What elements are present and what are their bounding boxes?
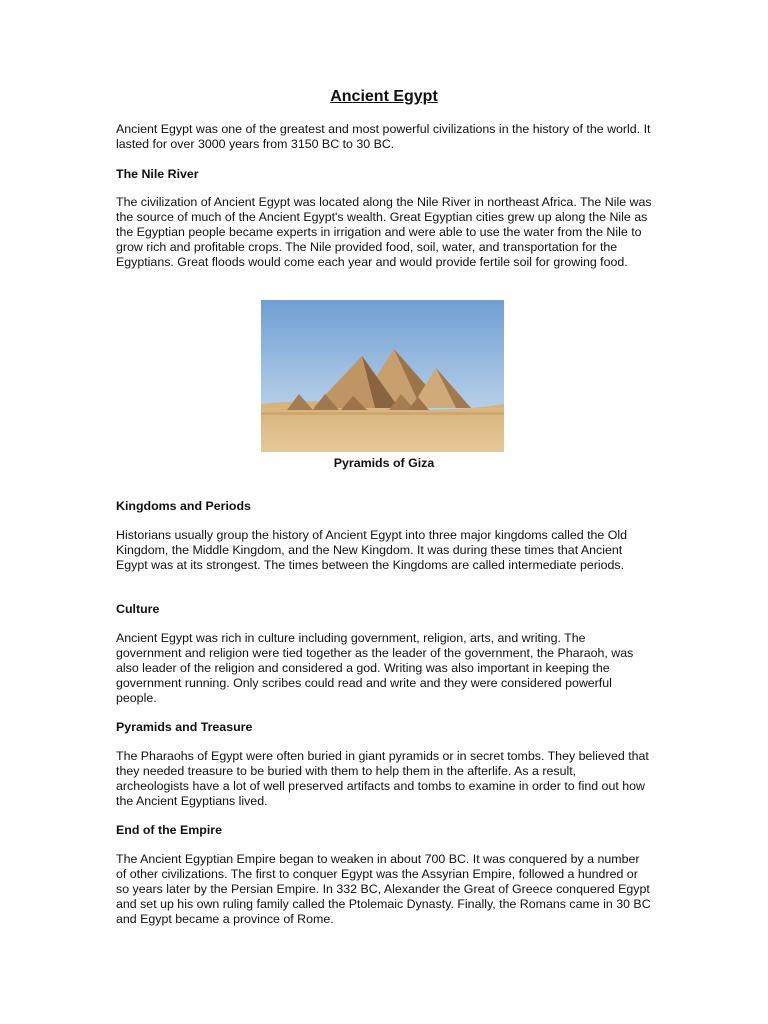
section-heading-empire: End of the Empire bbox=[116, 823, 223, 837]
section-body-nile: The civilization of Ancient Egypt was located along the Nile River in northeast Africa. The Nile was the source of much of the Ancient Egypt's wealth. Great Egyptian cities grew up along the Nile as the Egyptian people became experts in irrigation and were able to use the water from the Nile to grow rich and profitable crops. The Nile provided food, soil, water, and transportation for the Egyptians. Great floods would come each year and would provide fertile soil for growing food. bbox=[116, 195, 652, 269]
section-body-kingdoms: Historians usually group the history of Ancient Egypt into three major kingdoms called the Old Kingdom, the Middle Kingdom, and the New Kingdom. It was during these times that Ancient Egypt was at its strongest. The times between the Kingdoms are called intermediate periods. bbox=[116, 528, 628, 572]
section-heading-nile: The Nile River bbox=[116, 167, 199, 181]
section-body-empire: The Ancient Egyptian Empire began to weaken in about 700 BC. It was conquered by a number of other civilizations. The first to conquer Egypt was the Assyrian Empire, followed a hundred or so years later by the Persian Empire. In 332 BC, Alexander the Great of Greece conquered Egypt and set up his own ruling family called the Ptolemaic Dynasty. Finally, the Romans came in 30 BC and Egypt became a province of Rome. bbox=[116, 852, 651, 926]
section-heading-kingdoms: Kingdoms and Periods bbox=[116, 499, 251, 513]
section-heading-pyramids: Pyramids and Treasure bbox=[116, 720, 253, 734]
intro-paragraph: Ancient Egypt was one of the greatest and most powerful civilizations in the history of the world. It lasted for over 3000 years from 3150 BC to 30 BC. bbox=[116, 122, 651, 151]
document-title: Ancient Egypt bbox=[330, 88, 438, 105]
section-heading-culture: Culture bbox=[116, 602, 160, 616]
section-body-pyramids: The Pharaohs of Egypt were often buried in giant pyramids or in secret tombs. They believed that they needed treasure to be buried with them to help them in the afterlife. As a result, archeologists have a lot of well preserved artifacts and tombs to examine in order to find out how the Ancient Egyptians lived. bbox=[116, 749, 649, 808]
section-body-culture: Ancient Egypt was rich in culture including government, religion, arts, and writing. The government and religion were tied together as the leader of the government, the Pharaoh, was also leader of the religion and considered a god. Writing was also important in keeping the government running. Only scribes could read and write and they were considered powerful people. bbox=[116, 631, 634, 705]
pyramids-photo bbox=[261, 300, 504, 452]
figure-caption: Pyramids of Giza bbox=[333, 456, 435, 470]
